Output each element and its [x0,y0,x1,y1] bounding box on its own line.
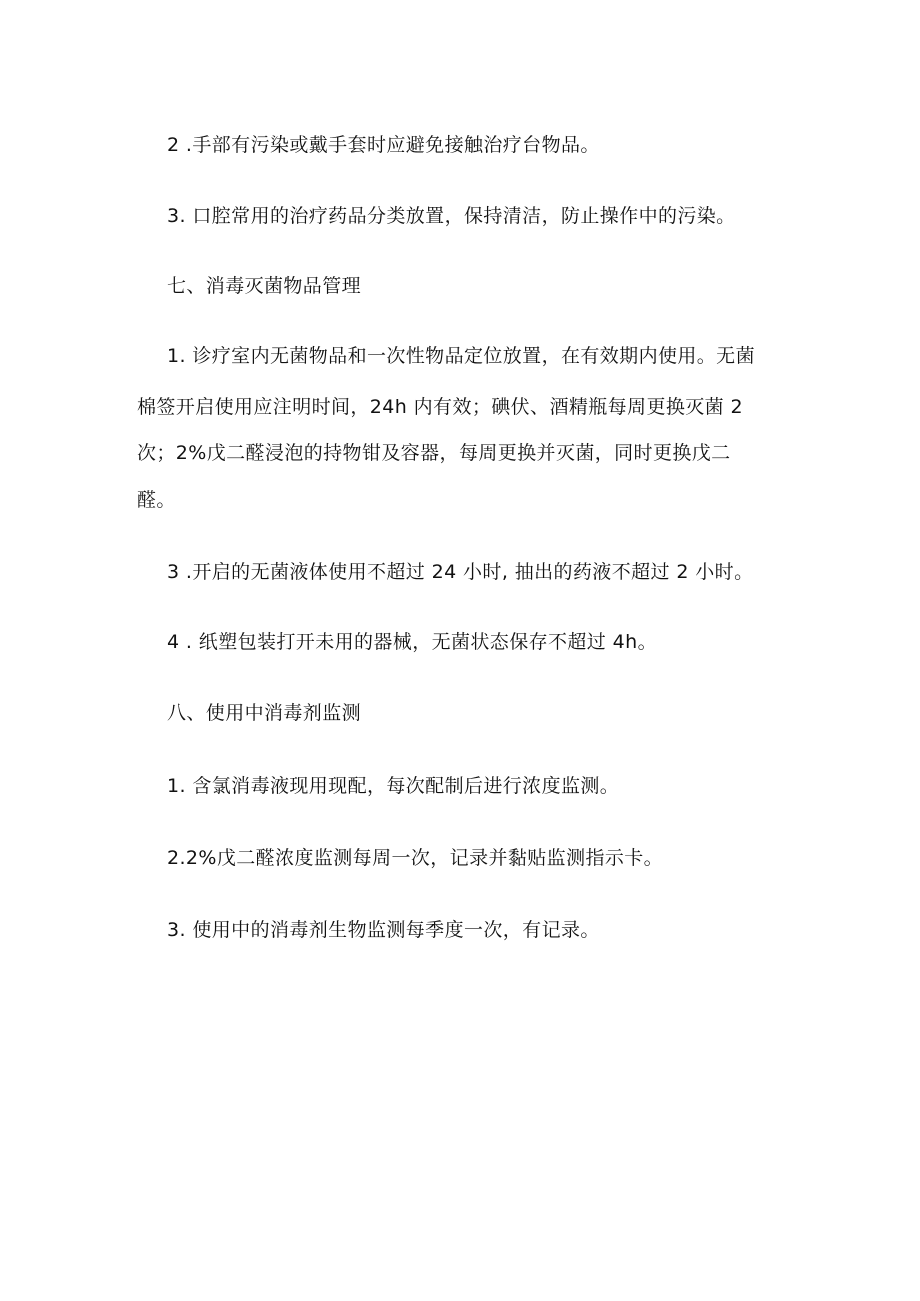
item-2-hand-contamination: 2 .手部有污染或戴手套时应避免接触治疗台物品。 [167,134,600,156]
item-1-sterile-items-line1: 1. 诊疗室内无菌物品和一次性物品定位放置，在有效期内使用。无菌 [167,345,755,367]
item-1-sterile-items-line4: 醛。 [137,489,176,511]
item-1-sterile-items-line2: 棉签开启使用应注明时间，24h 内有效；碘伏、酒精瓶每周更换灭菌 2 [137,396,743,418]
item-2-glutaraldehyde-monitoring: 2.2%戊二醛浓度监测每周一次，记录并黏贴监测指示卡。 [167,847,664,869]
item-3-oral-drug-storage: 3. 口腔常用的治疗药品分类放置，保持清洁，防止操作中的污染。 [167,205,736,227]
section-heading-8: 八、使用中消毒剂监测 [167,702,362,724]
item-4-paper-plastic-pack: 4 . 纸塑包装打开未用的器械，无菌状态保存不超过 4h。 [167,631,657,653]
item-3-biological-monitoring: 3. 使用中的消毒剂生物监测每季度一次，有记录。 [167,919,600,941]
section-heading-7: 七、消毒灭菌物品管理 [167,275,362,297]
item-3-sterile-liquid: 3 .开启的无菌液体使用不超过 24 小时, 抽出的药液不超过 2 小时。 [167,561,754,583]
item-1-sterile-items-line3: 次；2%戊二醛浸泡的持物钳及容器，每周更换并灭菌，同时更换戊二 [137,442,731,464]
item-1-chlorine-disinfectant: 1. 含氯消毒液现用现配，每次配制后进行浓度监测。 [167,775,620,797]
